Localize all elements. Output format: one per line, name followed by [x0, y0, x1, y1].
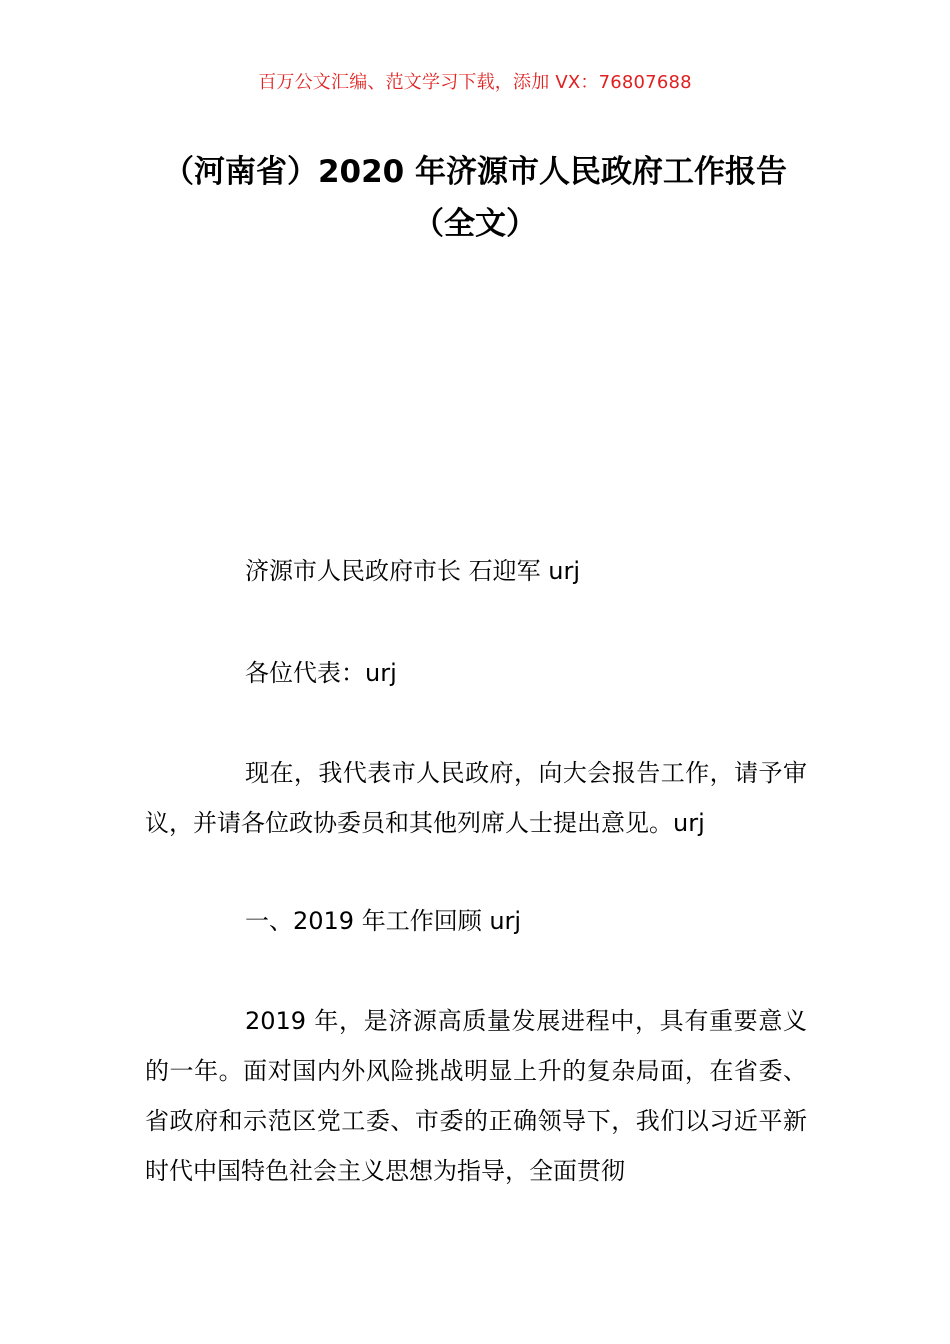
- intro-paragraph: 现在，我代表市人民政府，向大会报告工作，请予审议，并请各位政协委员和其他列席人士提出意见。urj: [145, 759, 807, 837]
- body-paragraph: 2019 年，是济源高质量发展进程中，具有重要意义的一年。面对国内外风险挑战明显上升的复杂局面，在省委、省政府和示范区党工委、市委的正确领导下，我们以习近平新时代中国特色社会主义思想为指导，全面贯彻: [145, 1007, 807, 1185]
- document-title: （河南省）2020 年济源市人民政府工作报告（全文）: [162, 154, 788, 242]
- greeting-line: 各位代表：urj: [245, 659, 397, 687]
- section-heading: 一、2019 年工作回顾 urj: [245, 907, 522, 935]
- author-line: 济源市人民政府市长 石迎军 urj: [245, 557, 581, 585]
- header-banner: 百万公文汇编、范文学习下载，添加 VX：76807688: [258, 72, 692, 93]
